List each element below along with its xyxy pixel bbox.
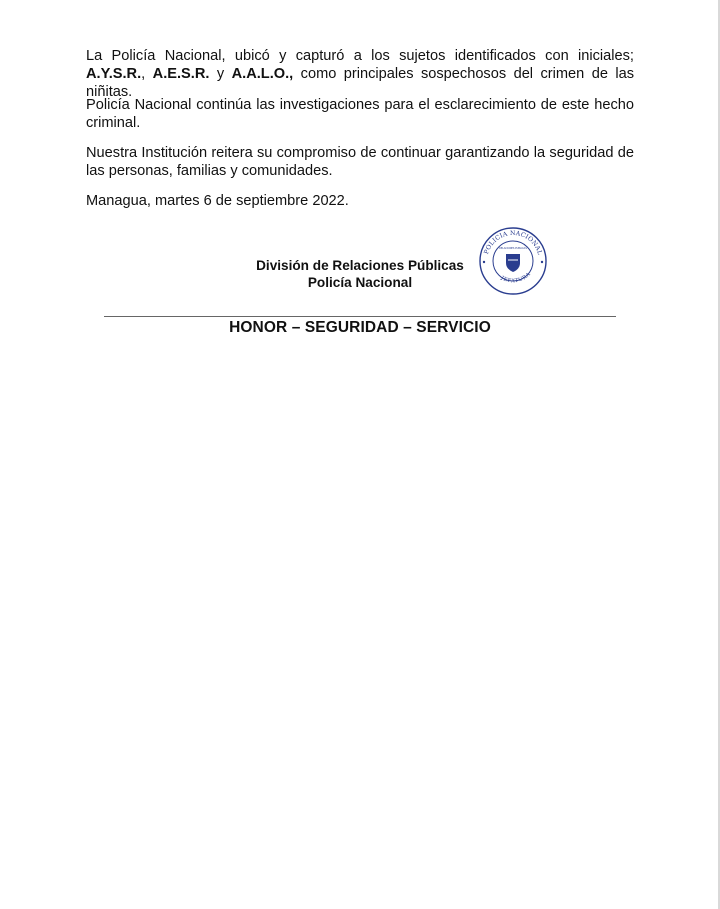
police-seal-stamp <box>478 226 548 296</box>
signature-block <box>230 257 490 291</box>
suspect-initials-3: A.A.L.O., <box>231 66 294 82</box>
initials-separator-1: , <box>141 66 153 82</box>
initials-separator-2: y <box>209 66 232 82</box>
suspect-initials-1: A.Y.S.R. <box>86 66 142 82</box>
signature-division: División de Relaciones Públicas <box>256 258 464 273</box>
paragraph-investigation: Policía Nacional continúa las investigaciones para el esclarecimiento de este hecho criminal. <box>86 97 634 131</box>
paragraph-commitment: Nuestra Institución reitera su compromiso de continuar garantizando la seguridad de las personas, familias y comunidades. <box>86 145 634 179</box>
paragraph-capture <box>86 47 634 101</box>
svg-text:RELACIONES PUBLICAS: RELACIONES PUBLICAS <box>499 247 527 250</box>
motto-divider <box>104 316 616 317</box>
svg-text:POLICIA NACIONAL: POLICIA NACIONAL <box>482 229 544 256</box>
paragraph-capture-end: como principales sospechosos del crimen de las niñitas. <box>86 66 635 100</box>
dateline: Managua, martes 6 de septiembre 2022. <box>86 193 349 209</box>
paragraph-capture-intro: La Policía Nacional, ubicó y capturó a los sujetos identificados con iniciales; <box>86 48 634 64</box>
institutional-motto: HONOR – SEGURIDAD – SERVICIO <box>229 319 491 336</box>
signature-institution: Policía Nacional <box>307 275 413 290</box>
suspect-initials-2: A.E.S.R. <box>152 66 210 82</box>
svg-text:JEFATURA: JEFATURA <box>499 271 533 285</box>
